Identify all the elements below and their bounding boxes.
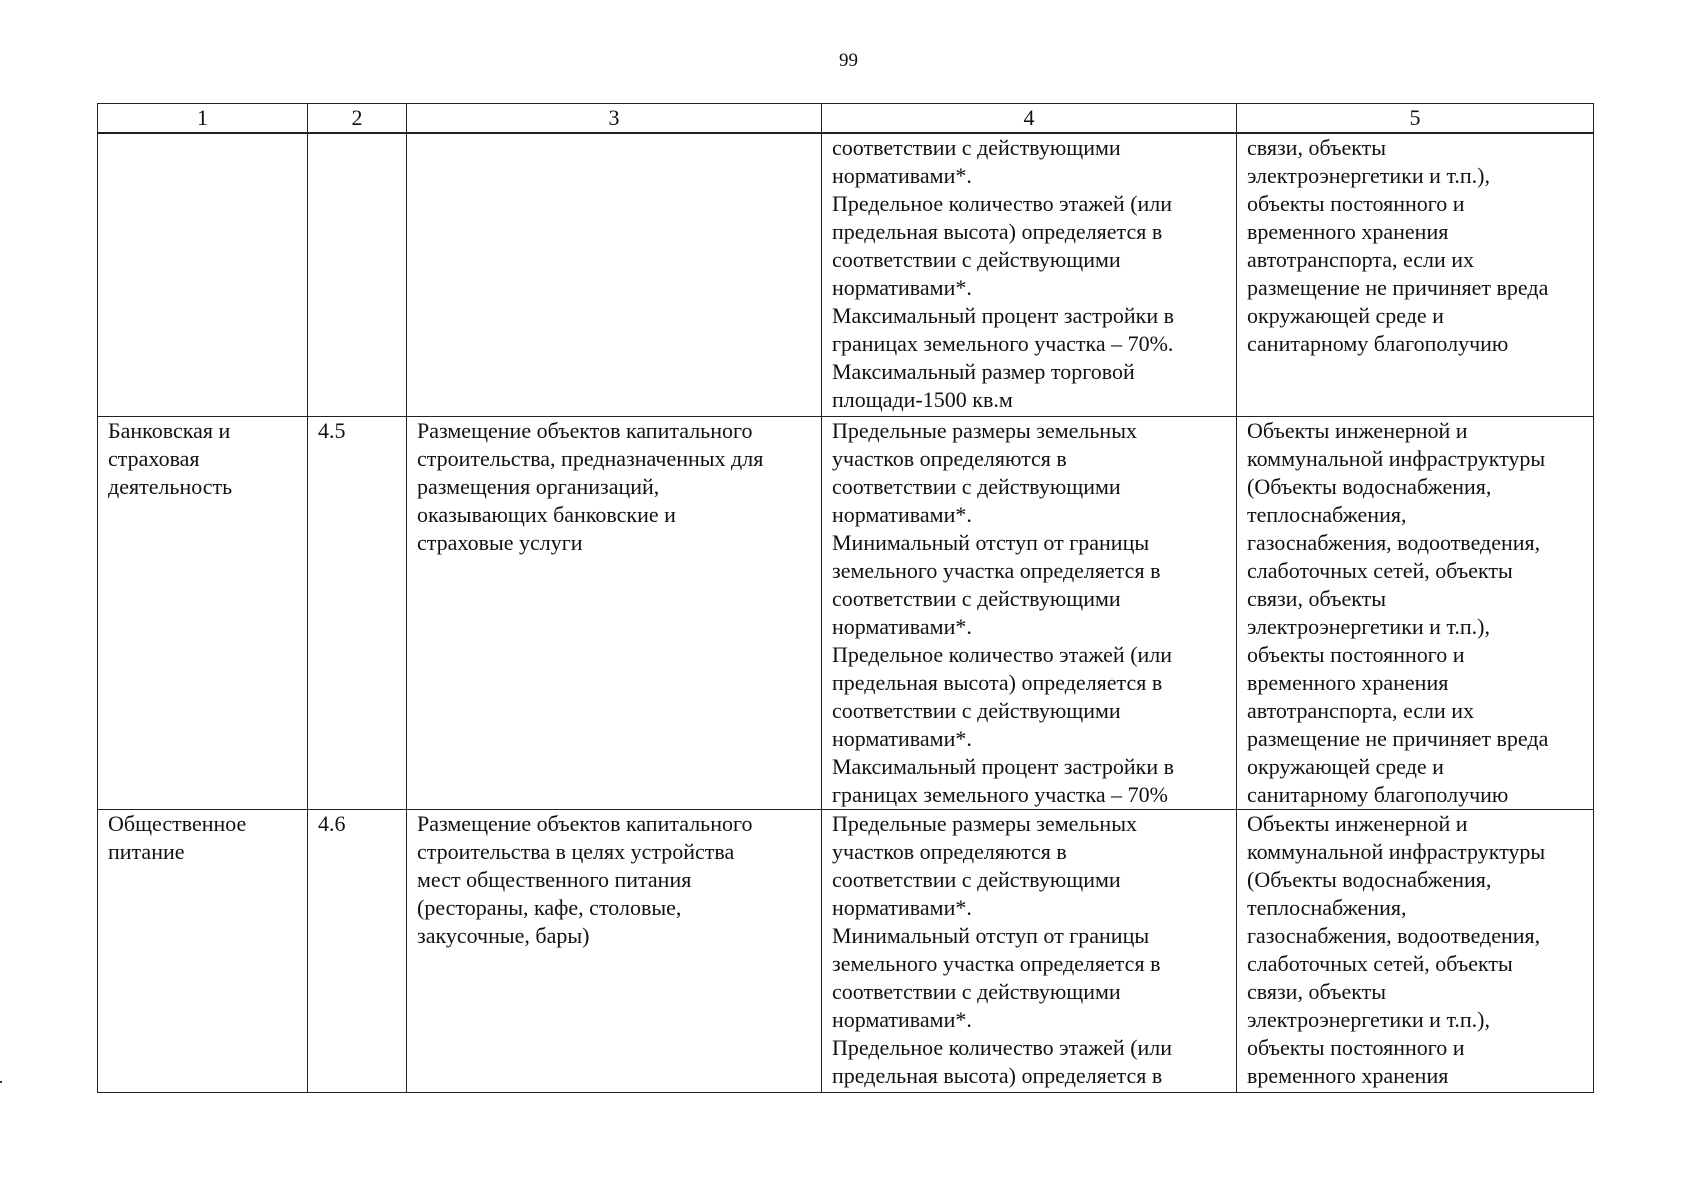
table-row <box>98 133 1594 417</box>
regulations-table <box>97 103 1594 1093</box>
cell-use-code: 4.6 <box>308 810 407 1093</box>
cell-auxiliary-uses: Объекты инженерной и коммунальной инфраструктуры (Объекты водоснабжения, теплоснабжения, газоснабжения, водоотведения, слаботочных сетей, объекты связи, объекты электроэнергетики и т.п.), объекты постоянного и временного хранения автотранспорта, если их размещение не причиняет вреда окружающей среде и санитарному благополучию <box>1237 417 1594 810</box>
cell-use-description: Размещение объектов капитального строительства в целях устройства мест общественного питания (рестораны, кафе, столовые, закусочные, бары) <box>407 810 822 1093</box>
cell-use-code <box>308 133 407 417</box>
cell-parameters: соответствии с действующими нормативами*. Предельное количество этажей (или предельная высота) определяется в соответствии с действующими нормативами*. Максимальный процент застройки в границах земельного участка – 70%. Максимальный размер торговой площади-1500 кв.м <box>822 133 1237 417</box>
scan-edge-mark <box>0 1081 2 1083</box>
cell-use-description: Размещение объектов капитального строительства, предназначенных для размещения организаций, оказывающих банковские и страховые услуги <box>407 417 822 810</box>
table-body <box>98 133 1594 1093</box>
column-header-3: 3 <box>407 104 822 134</box>
page-number: 99 <box>839 50 858 71</box>
table-row <box>98 417 1594 810</box>
header-row <box>98 104 1594 134</box>
cell-parameters: Предельные размеры земельных участков определяются в соответствии с действующими нормативами*. Минимальный отступ от границы земельного участка определяется в соответствии с действующими нормативами*. Предельное количество этажей (или предельная высота) определяется в соответствии с действующими нормативами*. Максимальный процент застройки в границах земельного участка – 70% <box>822 417 1237 810</box>
cell-use-name: Банковская и страховая деятельность <box>98 417 308 810</box>
column-header-5: 5 <box>1237 104 1594 134</box>
cell-use-name: Общественное питание <box>98 810 308 1093</box>
cell-use-name <box>98 133 308 417</box>
cell-auxiliary-uses: Объекты инженерной и коммунальной инфраструктуры (Объекты водоснабжения, теплоснабжения, газоснабжения, водоотведения, слаботочных сетей, объекты связи, объекты электроэнергетики и т.п.), объекты постоянного и временного хранения <box>1237 810 1594 1093</box>
cell-use-description <box>407 133 822 417</box>
cell-parameters: Предельные размеры земельных участков определяются в соответствии с действующими нормативами*. Минимальный отступ от границы земельного участка определяется в соответствии с действующими нормативами*. Предельное количество этажей (или предельная высота) определяется в <box>822 810 1237 1093</box>
column-header-2: 2 <box>308 104 407 134</box>
table-header <box>98 104 1594 134</box>
cell-auxiliary-uses: связи, объекты электроэнергетики и т.п.), объекты постоянного и временного хранения автотранспорта, если их размещение не причиняет вреда окружающей среде и санитарному благополучию <box>1237 133 1594 417</box>
column-header-4: 4 <box>822 104 1237 134</box>
cell-use-code: 4.5 <box>308 417 407 810</box>
table-row <box>98 810 1594 1093</box>
column-header-1: 1 <box>98 104 308 134</box>
